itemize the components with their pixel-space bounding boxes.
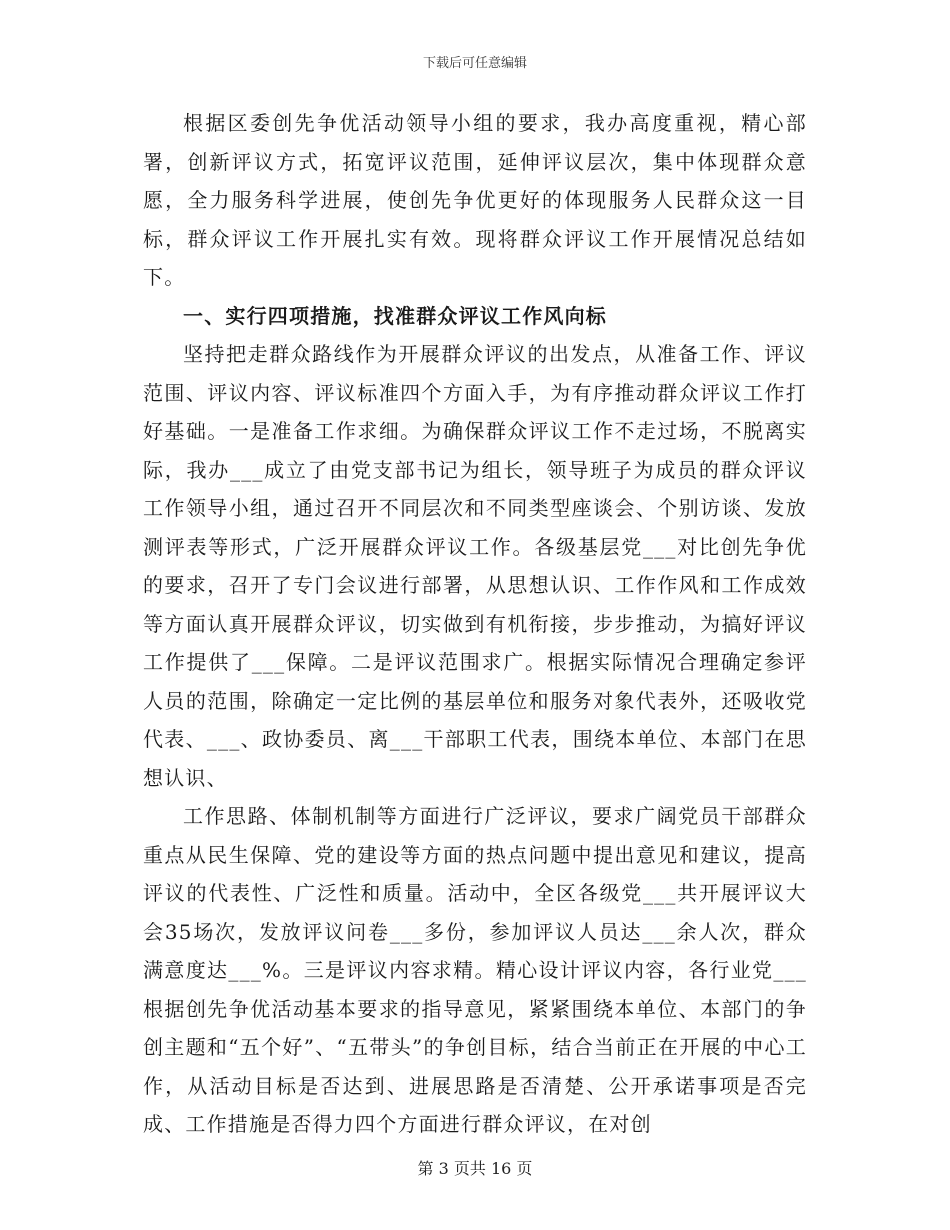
page-header-note: 下载后可任意编辑 — [422, 56, 527, 71]
document-body — [143, 104, 807, 1144]
intro-paragraph: 根据区委创先争优活动领导小组的要求，我办高度重视，精心部署，创新评议方式，拓宽评议范围，延伸评议层次，集中体现群众意愿，全力服务科学进展，使创先争优更好的体现服务人民群众这一目标，群众评议工作开展扎实有效。现将群众评议工作开展情况总结如下。 — [143, 111, 807, 289]
body-paragraph-2: 工作思路、体制机制等方面进行广泛评议，要求广阔党员干部群众重点从民生保障、党的建设等方面的热点问题中提出意见和建议，提高评议的代表性、广泛性和质量。活动中，全区各级党___共开展评议大会35场次，发放评议问卷___多份，参加评议人员达___余人次，群众满意度达___%。三是评议内容求精。精心设计评议内容，各行业党___根据创先争优活动基本要求的指导意见，紧紧围绕本单位、本部门的争创主题和“五个好”、“五带头”的争创目标，结合当前正在开展的中心工作，从活动目标是否达到、进展思路是否清楚、公开承诺事项是否完成、工作措施是否得力四个方面进行群众评议，在对创 — [143, 804, 807, 1136]
section-heading: 一、实行四项措施，找准群众评议工作风向标 — [183, 303, 607, 328]
page-number: 第 3 页共 16 页 — [417, 1159, 533, 1178]
body-paragraph-1: 坚持把走群众路线作为开展群众评议的出发点，从准备工作、评议范围、评议内容、评议标准四个方面入手，为有序推动群众评议工作打好基础。一是准备工作求细。为确保群众评议工作不走过场，不脱离实际，我办___成立了由党支部书记为组长，领导班子为成员的群众评议工作领导小组，通过召开不同层次和不同类型座谈会、个别访谈、发放测评表等形式，广泛开展群众评议工作。各级基层党___对比创先争优的要求，召开了专门会议进行部署，从思想认识、工作作风和工作成效等方面认真开展群众评议，切实做到有机衔接，步步推动，为搞好评议工作提供了___保障。二是评议范围求广。根据实际情况合理确定参评人员的范围，除确定一定比例的基层单位和服务对象代表外，还吸收党代表、___、政协委员、离___干部职工代表，围绕本单位、本部门在思想认识、 — [143, 342, 807, 790]
